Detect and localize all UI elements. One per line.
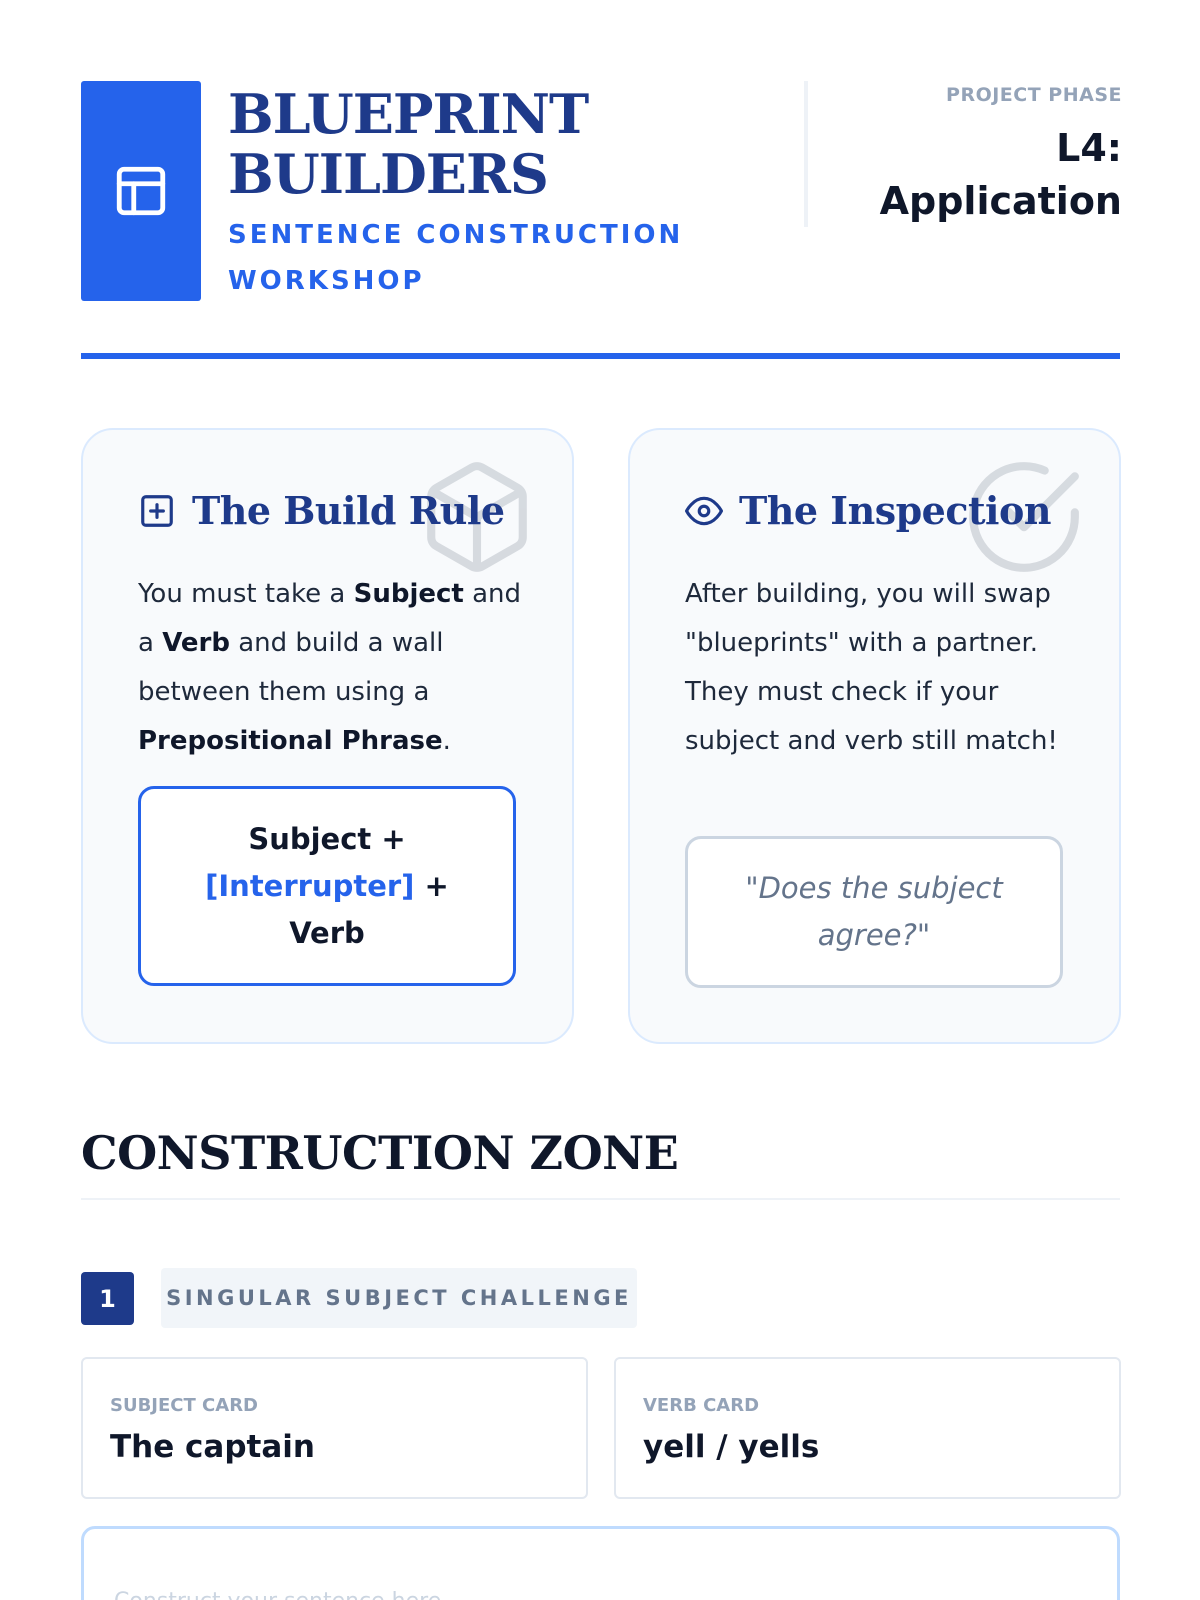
- subject-card-value: The captain: [110, 1429, 315, 1465]
- inspection-text: After building, you will swap "blueprints" with a partner. They must check if your subject and verb still match!: [685, 579, 1058, 756]
- inspection-quote: "Does the subject agree?": [745, 871, 1003, 952]
- subject-card-label: SUBJECT CARD: [110, 1395, 258, 1416]
- build-rule-card: [81, 428, 574, 1044]
- verb-card-label: VERB CARD: [643, 1395, 760, 1416]
- subject-term: Subject: [353, 579, 464, 609]
- build-rule-header: [138, 488, 505, 533]
- subject-card: [81, 1357, 588, 1499]
- formula-box: [138, 786, 516, 986]
- build-rule-text-part: You must take a: [138, 579, 354, 609]
- layout-icon: [112, 162, 170, 220]
- sentence-input[interactable]: [114, 1581, 1074, 1600]
- sentence-answer-box[interactable]: [81, 1526, 1120, 1600]
- eye-icon: [685, 492, 723, 530]
- verb-card: [614, 1357, 1121, 1499]
- section-divider: [81, 1198, 1120, 1200]
- page-title: BLUEPRINT BUILDERS: [228, 82, 589, 206]
- formula-interrupter: [Interrupter]: [205, 868, 415, 903]
- inspection-header: [685, 488, 1051, 533]
- logo-box: [81, 81, 201, 301]
- header-divider: [804, 81, 808, 227]
- phase-value: L4: Application: [879, 126, 1122, 223]
- formula-verb: Verb: [289, 915, 365, 950]
- header-rule: [81, 353, 1120, 359]
- build-rule-text: [138, 570, 523, 766]
- step-tag: SINGULAR SUBJECT CHALLENGE: [161, 1268, 637, 1328]
- build-rule-title: The Build Rule: [192, 488, 505, 533]
- page-subtitle: SENTENCE CONSTRUCTION WORKSHOP: [228, 220, 684, 296]
- formula-subject: Subject +: [248, 821, 406, 856]
- verb-term: Verb: [162, 628, 230, 658]
- formula-middle: [205, 863, 449, 910]
- inspection-title: The Inspection: [739, 488, 1051, 533]
- inspection-quote-box: [685, 836, 1063, 988]
- verb-card-value: yell / yells: [643, 1429, 820, 1465]
- step-number-badge: 1: [81, 1272, 134, 1325]
- construction-zone-title: CONSTRUCTION ZONE: [81, 1126, 679, 1180]
- prepositional-phrase-term: Prepositional Phrase: [138, 726, 443, 756]
- build-rule-text-part: and build a wall between them using a: [138, 628, 444, 707]
- inspection-card: [628, 428, 1121, 1044]
- formula-plus: +: [414, 868, 449, 903]
- phase-label: PROJECT PHASE: [946, 84, 1122, 106]
- build-rule-text-part: .: [442, 726, 451, 756]
- build-rule-text-part: and a: [138, 579, 522, 658]
- plus-square-icon: [138, 492, 176, 530]
